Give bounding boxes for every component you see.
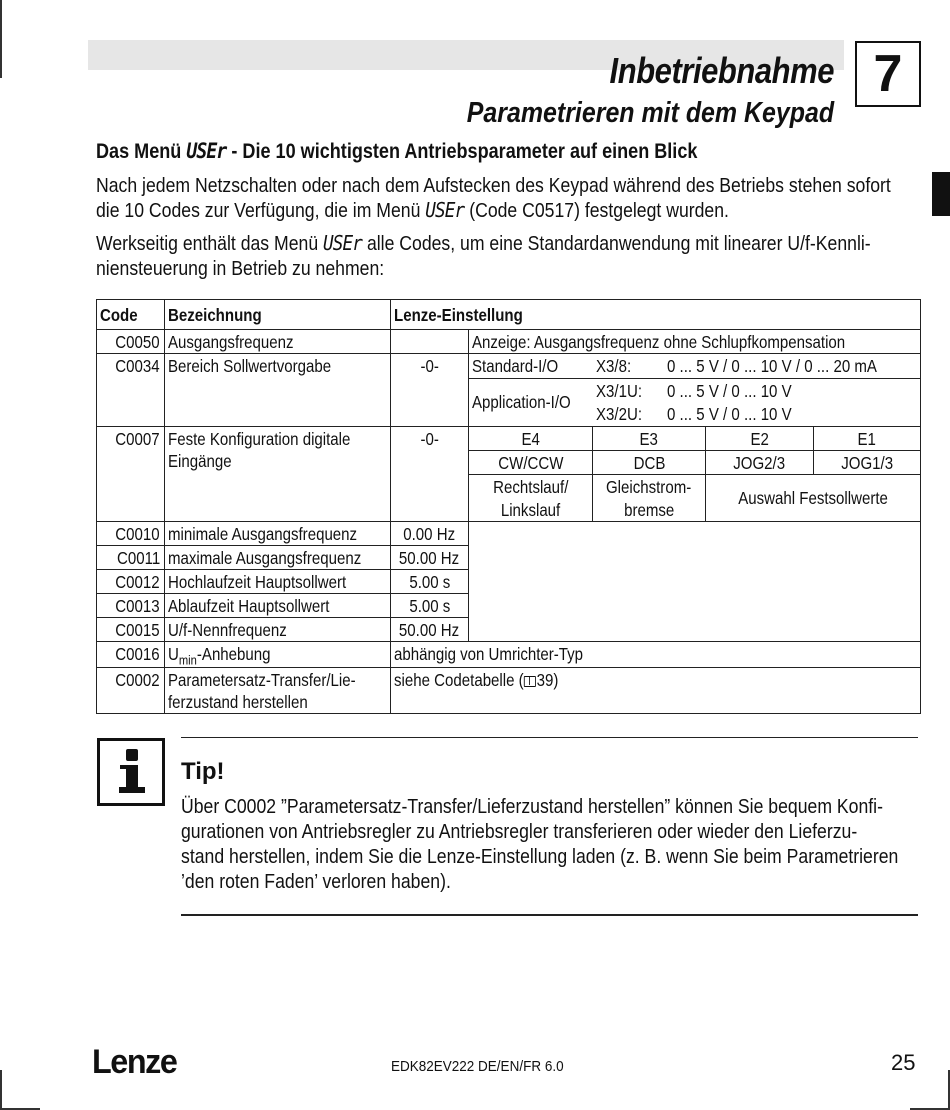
table-row-code: C0016 [97, 642, 165, 668]
c0034-standard-io: Standard-I/O X3/8: 0 ... 5 V / 0 ... 10 V / 0 ... 20 mA [469, 354, 921, 379]
input-e1: E1 [814, 427, 921, 451]
table-row-name: Hochlaufzeit Hauptsollwert [165, 570, 391, 594]
table-row-name: minimale Ausgangsfrequenz [165, 522, 391, 546]
input-e4: E4 [469, 427, 593, 451]
table-row-value: 50.00 Hz [391, 546, 469, 570]
table-row-code: C0050 [97, 330, 165, 354]
table-row-value: 0.00 Hz [391, 522, 469, 546]
function-e1: JOG1/3 [814, 451, 921, 475]
crop-mark-bottom-left [0, 1070, 2, 1110]
table-row-name: Bereich Sollwertvorgabe [165, 354, 391, 427]
function-e3: DCB [593, 451, 706, 475]
table-row-value [391, 330, 469, 354]
table-row-name: Feste Konfiguration digitale Eingänge [165, 427, 391, 522]
desc-e3: Gleichstrom- bremse [593, 475, 706, 522]
tip-body: Über C0002 ”Parametersatz-Transfer/Lieferzustand herstellen” können Sie bequem Konfi- gurationen von Antriebsregler zu Antriebsregler transferieren oder wieder den Lieferzu- stand herstellen, indem Sie die Lenze-Einstellung laden (z. B. wenn Sie beim Parametrieren ’den roten Faden’ verloren haben). [181, 795, 899, 893]
document-id: EDK82EV222 DE/EN/FR 6.0 [391, 1058, 564, 1075]
table-row-value: 50.00 Hz [391, 618, 469, 642]
parameter-table [96, 299, 921, 714]
page-number: 25 [891, 1050, 916, 1075]
header-name: Bezeichnung [165, 300, 391, 330]
table-row-setting: Anzeige: Ausgangsfrequenz ohne Schlupfkompensation [469, 330, 921, 354]
tip-title: Tip! [181, 758, 225, 785]
table-row-code: C0034 [97, 354, 165, 427]
menu-user-display: USEr [186, 139, 227, 163]
table-row-value: 5.00 s [391, 570, 469, 594]
header-setting: Lenze-Einstellung [391, 300, 921, 330]
table-row-value: -0- [391, 354, 469, 427]
table-row-name: maximale Ausgangsfrequenz [165, 546, 391, 570]
table-row-code: C0015 [97, 618, 165, 642]
table-row-code: C0007 [97, 427, 165, 522]
table-row-name: Ablaufzeit Hauptsollwert [165, 594, 391, 618]
table-row-code: C0002 [97, 668, 165, 714]
desc-e2-e1: Auswahl Festsollwerte [706, 475, 921, 522]
table-row-setting: siehe Codetabelle ( 39) [391, 668, 921, 714]
table-row-code: C0010 [97, 522, 165, 546]
table-row-name: Parametersatz-Transfer/Lie- ferzustand herstellen [165, 668, 391, 714]
subheading: Das Menü USEr - Die 10 wichtigsten Antriebsparameter auf einen Blick [96, 139, 698, 163]
book-icon [524, 676, 536, 687]
paragraph-default: Werkseitig enthält das Menü USEr alle Codes, um eine Standardanwendung mit linearer U/f-Kennli- niensteuerung in Betrieb zu nehmen: [96, 231, 871, 280]
c0034-application-io: Application-I/O X3/1U: 0 ... 5 V / 0 ... 10 V X3/2U: 0 ... 5 V / 0 ... 10 V [469, 379, 921, 427]
paragraph-intro: Nach jedem Netzschalten oder nach dem Aufstecken des Keypad während des Betriebs stehen sofort die 10 Codes zur Verfügung, die im Menü USEr (Code C0517) festgelegt wurden. [96, 174, 891, 222]
input-e3: E3 [593, 427, 706, 451]
table-row-code: C0011 [97, 546, 165, 570]
table-row-value: -0- [391, 427, 469, 522]
brand-logo: Lenze [92, 1043, 177, 1081]
table-row-value: 5.00 s [391, 594, 469, 618]
chapter-number-box: 7 [855, 41, 921, 107]
table-row-name: $U_{min}$-Anhebung [165, 642, 391, 668]
chapter-thumb-tab [932, 172, 950, 216]
table-row-code: C0013 [97, 594, 165, 618]
tip-rule-bottom [181, 914, 918, 916]
info-icon [97, 738, 165, 806]
table-row-setting: abhängig von Umrichter-Typ [391, 642, 921, 668]
section-title: Parametrieren mit dem Keypad [466, 97, 834, 129]
tip-rule-top [181, 737, 918, 738]
input-e2: E2 [706, 427, 814, 451]
chapter-title: Inbetriebnahme [609, 50, 834, 91]
table-row-name: U/f-Nennfrequenz [165, 618, 391, 642]
table-row-code: C0012 [97, 570, 165, 594]
function-e4: CW/CCW [469, 451, 593, 475]
function-e2: JOG2/3 [706, 451, 814, 475]
table-row-name: Ausgangsfrequenz [165, 330, 391, 354]
crop-mark-top-left [0, 0, 2, 78]
header-code: Code [97, 300, 165, 330]
blank-setting-area [469, 522, 921, 642]
desc-e4: Rechtslauf/ Linkslauf [469, 475, 593, 522]
